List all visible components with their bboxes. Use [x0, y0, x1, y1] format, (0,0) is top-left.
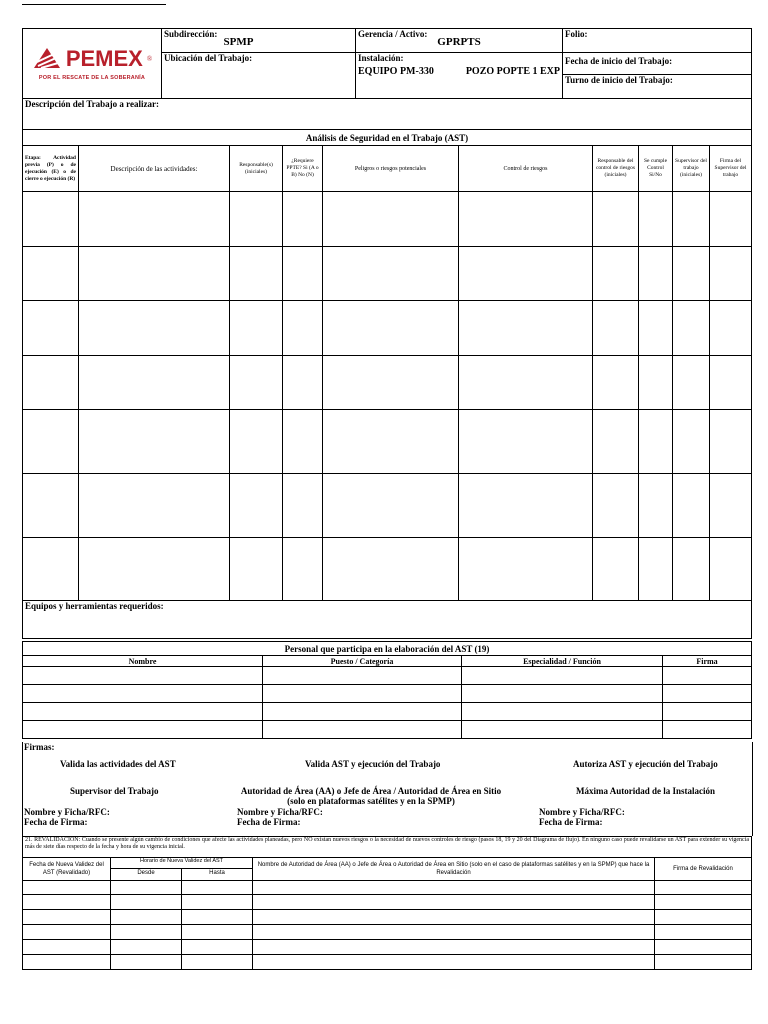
col3-nombre-label: Nombre y Ficha/RFC:: [539, 807, 625, 817]
fecha-inicio-label: Fecha de inicio del Trabajo:: [565, 56, 673, 66]
table-row: [23, 910, 752, 925]
table-row: [23, 881, 752, 895]
col-fecha-validez: Fecha de Nueva Validez del AST (Revalidado): [23, 858, 111, 881]
header-table: [22, 28, 752, 130]
col-se-cumple: Se cumple Control Si/No: [639, 146, 673, 192]
pemex-eagle-icon: [32, 46, 62, 72]
col-responsable: Responsable(s) (iniciales): [230, 146, 283, 192]
col-nombre: Nombre: [23, 656, 263, 667]
table-row: [23, 301, 752, 356]
firmas-section: [22, 742, 753, 836]
subdireccion-value: SPMP: [223, 36, 254, 48]
logo-text: PEMEX: [65, 46, 143, 71]
col3-title: Autoriza AST y ejecución del Trabajo: [573, 759, 718, 769]
table-row: [23, 356, 752, 410]
col1-fecha-label: Fecha de Firma:: [24, 817, 88, 827]
firmas-label: Firmas:: [24, 742, 55, 752]
col1-title: Valida las actividades del AST: [60, 759, 176, 769]
col-peligros: Peligros o riesgos potenciales: [323, 146, 459, 192]
logo-tagline: POR EL RESCATE DE LA SOBERANÍA: [38, 75, 146, 81]
col-firma: Firma: [663, 656, 752, 667]
table-row: [23, 667, 752, 685]
instalacion-label: Instalación:: [358, 53, 404, 63]
ubicacion-label: Ubicación del Trabajo:: [164, 53, 253, 63]
ast-title: Análisis de Seguridad en el Trabajo (AST): [23, 130, 752, 146]
revalidacion-table: [22, 836, 752, 970]
col-pptce: ¿Requiere PPTE? Si (A o B) No (N): [283, 146, 323, 192]
table-row: [23, 538, 752, 601]
col-descripcion: Descripción de las actividades:: [79, 146, 230, 192]
col-responsable-control: Responsable del control de riesgos (iniciales): [593, 146, 639, 192]
table-row: [23, 703, 752, 721]
col-supervisor: Supervisor del trabajo (iniciales): [673, 146, 710, 192]
equipo-value: EQUIPO PM-330: [358, 66, 434, 77]
col2-role-note: (solo en plataformas satélites y en la SPMP): [287, 796, 455, 806]
pemex-logo: [25, 46, 159, 81]
col2-role: Autoridad de Área (AA) o Jefe de Área / Autoridad de Área en Sitio: [240, 786, 502, 796]
table-row: [23, 474, 752, 538]
logo-cell: [23, 29, 162, 99]
table-row: [23, 410, 752, 474]
col3-role: Máxima Autoridad de la Instalación: [576, 786, 716, 796]
turno-inicio-label: Turno de inicio del Trabajo:: [565, 75, 673, 85]
col-firma-revalidacion: Firma de Revalidación: [655, 858, 752, 881]
ast-table: [22, 129, 752, 639]
personal-table: [22, 641, 752, 739]
table-row: [23, 895, 752, 910]
table-row: [23, 925, 752, 940]
col1-role: Supervisor del Trabajo: [70, 786, 159, 796]
col2-fecha-label: Fecha de Firma:: [237, 817, 301, 827]
col-especialidad: Especialidad / Función: [462, 656, 663, 667]
pozo-value: POZO POPTE 1 EXP: [465, 66, 560, 77]
col-control: Control de riesgos: [459, 146, 593, 192]
table-row: [23, 721, 752, 739]
gerencia-value: GPRPTS: [437, 36, 481, 48]
col-desde: Desde: [111, 869, 182, 881]
table-row: [23, 940, 752, 955]
table-row: [23, 955, 752, 970]
col-hasta: Hasta: [182, 869, 253, 881]
table-row: [23, 685, 752, 703]
col-puesto: Puesto / Categoría: [263, 656, 462, 667]
table-row: [23, 192, 752, 247]
gerencia-label: Gerencia / Activo:: [358, 29, 428, 39]
personal-title: Personal que participa en la elaboración del AST (19): [23, 642, 752, 656]
subdireccion-label: Subdirección:: [164, 29, 218, 39]
col-nombre-autoridad: Nombre de Autoridad de Área (AA) o Jefe de Área o Autoridad de Área en Sitio (solo en el caso de plataformas satélites y en la SPMP) que hace la Revalidación: [253, 858, 655, 881]
top-rule: [22, 4, 166, 5]
folio-label: Folio:: [565, 29, 588, 39]
registered-icon: ®: [146, 55, 153, 63]
col-horario: Horario de Nueva Validez del AST: [111, 858, 253, 869]
table-row: [23, 247, 752, 301]
col2-nombre-label: Nombre y Ficha/RFC:: [237, 807, 323, 817]
descripcion-label: Descripción del Trabajo a realizar:: [25, 99, 159, 109]
col-etapa: Etapa: Actividad previa (P) o de ejecución (E) o de cierre o ejecución (R): [23, 146, 79, 192]
col1-nombre-label: Nombre y Ficha/RFC:: [24, 807, 110, 817]
equipos-label: Equipos y herramientas requeridos:: [25, 601, 164, 611]
col3-fecha-label: Fecha de Firma:: [539, 817, 603, 827]
col2-title: Valida AST y ejecución del Trabajo: [305, 759, 441, 769]
revalidacion-text: 21. REVALIDACION: Cuando se presente algún cambio de condiciones que afecte las actividades planeadas, pero NO existan nuevos riesgos o la necesidad de nuevos controles de riesgo (pasos 18, 19 y 20 del Diagrama de flujo). En ninguno caso puede revalidarse un AST para extender su vigencia más de siete días respecto de la fecha y hora de su vigencia inicial.: [23, 837, 752, 858]
col-firma-supervisor: Firma del Supervisor del trabajo: [710, 146, 752, 192]
